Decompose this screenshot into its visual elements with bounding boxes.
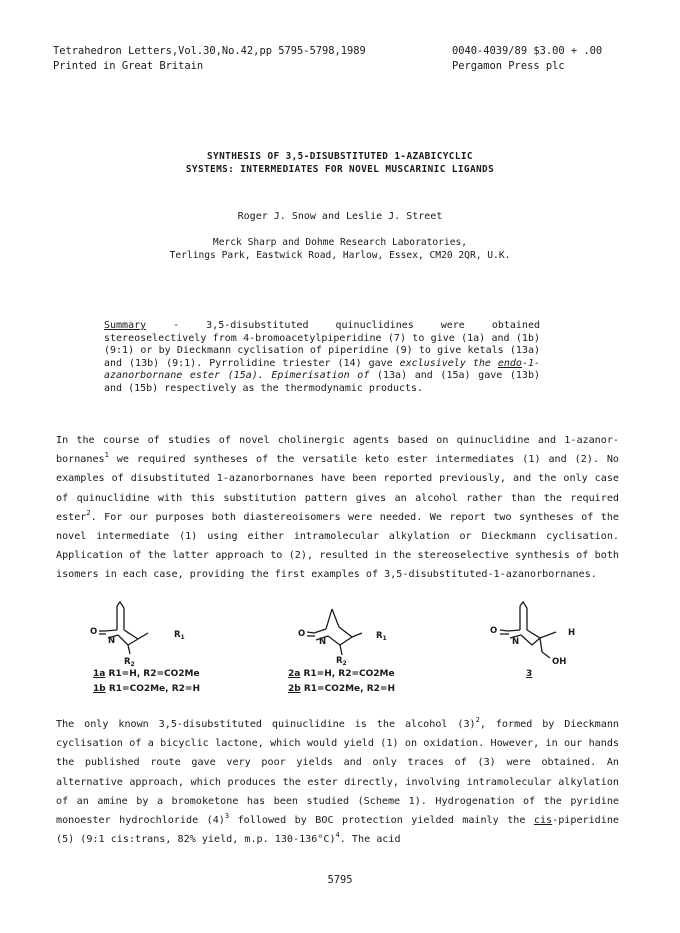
publisher: Pergamon Press plc [452, 60, 565, 72]
s3-hydroxyl-label: OH [552, 657, 567, 667]
structure-2-drawing [292, 605, 412, 665]
para2-text-3: followed by BOC protection yielded mainly the [229, 815, 534, 827]
para2-ref-1: 2 [475, 716, 480, 724]
summary-text-3: -1-azanorbornane ester (15a). Epimerisation of [104, 357, 541, 382]
para1-ref-2: 2 [86, 508, 91, 517]
caption-2a-text: R1=H, R2=CO2Me [300, 669, 395, 679]
s3-oxygen-label: O [490, 626, 498, 636]
para2-ref-3: 4 [335, 831, 340, 840]
para2-text-2: , formed by Dieckmann cyclisation of a bicyclic lactone, which would yield (1) on oxidation. However, in our hands the published route gave very poor yields and only traces of (3) were obtained. An alternative approach, which produces the ester directly, involving intramolecular alkylation of an amine by a bromoketone has been studied (Scheme 1). Hydrogenation of the pyridine monoester hydrochloride (4) [56, 719, 619, 827]
para2-cis: cis [533, 815, 553, 827]
printed-line: Printed in Great Britain [53, 60, 204, 72]
affiliation-line-2: Terlings Park, Eastwick Road, Harlow, Essex, CM20 2QR, U.K. [169, 250, 511, 261]
affiliation-line-1: Merck Sharp and Dohme Research Laboratories, [212, 237, 468, 248]
s1-r1-label: $R_1$ [174, 630, 185, 641]
caption-1b-text: R1=CO2Me, R2=H [105, 684, 200, 694]
para2-text-4: -piperidine (5) (9:1 cis:trans, 82% yield, m.p. 130-136°C) [56, 815, 619, 846]
caption-2b-number: 2b [288, 684, 301, 694]
caption-2a [288, 668, 395, 680]
summary-text-1: 3,5-disubstituted quinuclidines were obtained stereoselectively from 4-bromoacetylpiperidine (7) to give (1a) and (1b) (9:1) or by Dieckmann cyclisation of piperidine (9) to give ketals (13a) and (13b) (9:1). Pyrrolidine triester (14) gave [104, 320, 540, 369]
caption-1a-text: R1=H, R2=CO2Me [105, 669, 200, 679]
journal-citation: Tetrahedron Letters,Vol.30,No.42,pp 5795-5798,1989 [53, 45, 366, 57]
structure-2 [292, 605, 412, 669]
caption-3-number: 3 [526, 669, 533, 679]
s1-r2-label: $R_2$ [124, 657, 135, 668]
s3-nitrogen-label: N [512, 637, 520, 647]
summary-label: Summary [104, 320, 147, 331]
summary-text-2: exclusively the [399, 357, 498, 369]
paragraph-2 [56, 715, 619, 849]
s2-r1-label: $R_1$ [376, 631, 387, 642]
structure-1 [80, 600, 200, 668]
para2-ref-2: 3 [224, 812, 230, 821]
caption-2b-text: R1=CO2Me, R2=H [300, 684, 395, 694]
caption-3 [526, 668, 532, 680]
s2-oxygen-label: O [298, 629, 306, 639]
para1-text-1: In the course of studies of novel cholinergic agents based on quinuclidine and 1-azanor-bornanes [56, 435, 619, 466]
s1-nitrogen-label: N [108, 636, 116, 646]
summary [104, 320, 540, 396]
s3-hydrogen-label: H [568, 628, 576, 638]
structure-3 [480, 600, 590, 674]
title-line-1: SYNTHESIS OF 3,5-DISUBSTITUTED 1-AZABICYCLIC [207, 151, 473, 162]
summary-text-4: (13a) and (15a) gave (13b) and (15b) respectively as the thermodynamic products. [104, 370, 540, 394]
page-number: 5795 [327, 874, 353, 886]
summary-endo: endo [497, 357, 522, 369]
s1-oxygen-label: O [90, 627, 98, 637]
s2-r2-label: $R_2$ [336, 656, 347, 667]
para1-text-3: . For our purposes both diastereoisomers were needed. We report two syntheses of the novel intermediate (1) using either intramolecular alkylation or Dieckmann cyclisation. Application of the latter approach to (2), resulted in the stereoselective synthesis of both isomers in each case, providing the first examples of 3,5-disubstituted-1-azanorbornanes. [56, 511, 619, 581]
structure-3-drawing [480, 600, 590, 670]
caption-1a-number: 1a [93, 669, 106, 679]
structure-1-drawing [80, 600, 200, 668]
caption-2b [288, 683, 395, 695]
summary-dash: - [146, 320, 207, 331]
price-code: 0040-4039/89 $3.00 + .00 [452, 45, 603, 57]
s2-nitrogen-label: N [319, 637, 327, 647]
para1-text-2: we required syntheses of the versatile keto ester intermediates (1) and (2). No examples of disubstituted 1-azanorbornanes have been reported previously, and the only case of quinuclidine with this substitution pattern gives an alcohol rather than the required ester [56, 454, 619, 523]
para1-ref-1: 1 [104, 451, 109, 460]
para2-text-5: . The acid [339, 834, 401, 846]
para2-text-1: The only known 3,5-disubstituted quinuclidine is the alcohol (3) [56, 719, 476, 730]
caption-2a-number: 2a [288, 669, 301, 679]
authors: Roger J. Snow and Leslie J. Street [237, 211, 443, 222]
caption-1b-number: 1b [93, 684, 106, 694]
paragraph-1 [56, 431, 619, 585]
title-line-2: SYSTEMS: INTERMEDIATES FOR NOVEL MUSCARINIC LIGANDS [185, 164, 495, 175]
caption-1b [93, 683, 200, 695]
caption-1a [93, 668, 200, 680]
